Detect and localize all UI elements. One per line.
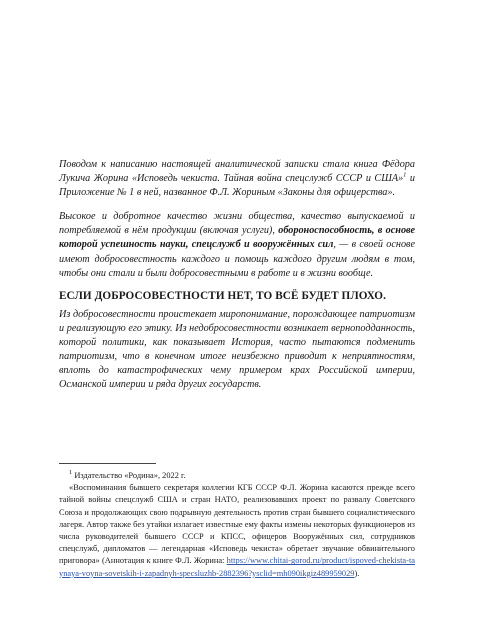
footnote-1: [59, 470, 415, 482]
quality-paragraph: [59, 210, 415, 280]
footnote-ref[interactable]: 1: [403, 171, 407, 179]
footnote-number: 1: [69, 469, 73, 477]
intro-text: Поводом к написанию настоящей аналитической записки стала книга Фёдора Лукича Жорина «Исповедь чекиста. Тайная война спецслужб СССР и США»: [59, 159, 415, 185]
annotation-text: «Воспоминания бывшего секретаря коллегии КГБ СССР Ф.Л. Жорина касаются прежде всего тайной войны спецслужб США и стран НАТО, реализовавших проект по развалу Советского Союза и продолжающих свою подрывную деятельность против стран бывшего социалистического лагеря. Автор также без утайки излагает известные ему факты измены некоторых функционеров из числа руководителей бывшего СССР и КПСС, офицеров Вооружённых сил, сотрудников спецслужб, дипломатов — легендарная «Исповедь чекиста» обретает звучание обвинительного приговора» (Аннотация к книге Ф.Л. Жорина:: [59, 483, 415, 566]
quality-bold-text: обороноспособность, в основе которой успешность науки, спецслужб и вооружённых сил: [59, 225, 415, 251]
quality-text-end: , — в своей основе имеют добросовестность каждого и помощь каждого другим людям в том, чтобы они стали и были добросовестными в работе и в жизни вообще.: [59, 239, 415, 279]
footnote-publisher: Издательство «Родина», 2022 г.: [72, 471, 186, 480]
footnote-divider: [59, 463, 156, 464]
quality-text: Высокое и добротное качество жизни общества, качество выпускаемой и потребляемой в нём продукции (включая услуги),: [59, 211, 415, 237]
intro-text-end: и Приложение № 1 в ней, названное Ф.Л. Жориным «Законы для офицерства».: [59, 173, 416, 199]
intro-paragraph: [59, 158, 415, 200]
book-link[interactable]: https://www.chitai-gorod.ru/product/ispoved-chekista-taynaya-voyna-sovetskih-i-zapadnyh-specsluzhb-2882396?ysclid=mh090ikgiz489959029: [59, 556, 415, 578]
footnotes: [59, 470, 415, 580]
section-heading: ЕСЛИ ДОБРОСОВЕСТНОСТИ НЕТ, ТО ВСЁ БУДЕТ ПЛОХО.: [59, 289, 387, 302]
conscientiousness-paragraph: Из добросовестности проистекает миропонимание, порождающее патриотизм и реализующую его этику. Из недобросовестности возникает верноподданность, которой политики, как показывает История, часто пытаются подменить патриотизм, что в конечном итоге неизбежно приводит к неприятностям, вплоть до катастрофических чему примером крах Российской империи, Османской империи и ряда других государств.: [59, 308, 415, 391]
annotation-close: ).: [354, 568, 360, 578]
footnote-annotation: [59, 482, 415, 580]
main-text-block: [59, 158, 415, 392]
